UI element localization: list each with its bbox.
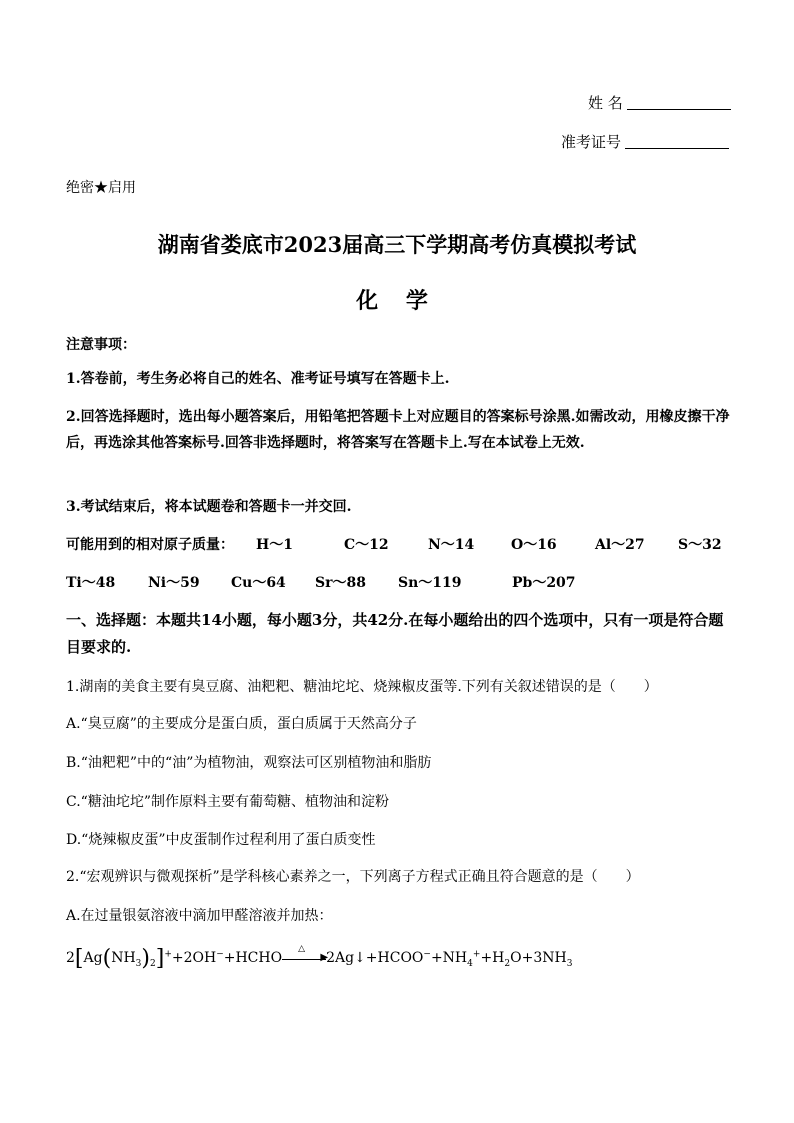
chemical-equation — [66, 943, 573, 971]
name-field — [588, 92, 731, 113]
eq-ammonium: +NH — [430, 950, 468, 966]
eq-right-paren: ) — [141, 946, 150, 971]
note-item-1: 1.答卷前，考生务必将自己的姓名、准考证号填写在答题卡上. — [66, 371, 450, 387]
eq-ligand: NH — [111, 950, 136, 966]
question-1-option-b: B.“油粑粑”中的“油”为植物油，观察法可区别植物油和脂肪 — [66, 755, 432, 771]
eq-ligand-subscript: 3 — [135, 958, 142, 969]
atomic-mass-sr: Sr～88 — [315, 575, 366, 591]
question-1-option-a: A.“臭豆腐”的主要成分是蛋白质，蛋白质属于天然高分子 — [66, 716, 417, 732]
eq-complex-charge: + — [164, 949, 172, 960]
eq-left-bracket: [ — [74, 946, 84, 971]
eq-water-sub: 2 — [504, 958, 511, 969]
atomic-mass-n: N～14 — [428, 537, 475, 553]
eq-products-silver-formate: 2Ag↓+HCOO — [326, 950, 424, 966]
heat-condition: △ — [298, 943, 305, 954]
eq-ammonia: O+3NH — [510, 950, 567, 966]
name-blank — [627, 95, 731, 110]
exam-id-blank — [625, 134, 729, 149]
secret-label: 绝密★启用 — [66, 180, 136, 196]
question-1-option-d: D.“烧辣椒皮蛋”中皮蛋制作过程利用了蛋白质变性 — [66, 832, 376, 848]
atomic-mass-al: Al～27 — [595, 537, 645, 553]
exam-title: 湖南省娄底市2023届高三下学期高考仿真模拟考试 — [157, 232, 637, 257]
notes-heading: 注意事项： — [66, 337, 136, 353]
eq-formaldehyde: +HCHO — [223, 950, 283, 966]
question-2-option-a: A.在过量银氨溶液中滴加甲醛溶液并加热： — [66, 908, 333, 924]
name-label: 姓 名 — [588, 94, 623, 112]
eq-left-paren: ( — [102, 946, 112, 971]
eq-formate-charge: − — [423, 949, 431, 960]
atomic-mass-sn: Sn～119 — [398, 575, 462, 591]
atomic-mass-ni: Ni～59 — [148, 575, 200, 591]
atomic-mass-label: 可能用到的相对原子质量： — [66, 537, 234, 553]
eq-ammonia-sub: 3 — [566, 958, 573, 969]
eq-ligand-count: 2 — [149, 958, 156, 969]
eq-ammonium-sub: 4 — [467, 958, 473, 969]
note-item-2: 2.回答选择题时，选出每小题答案后，用铅笔把答题卡上对应题目的答案标号涂黑.如需改动，用橡皮擦干净后，再选涂其他答案标号.回答非选择题时，将答案写在答题卡上.写在本试卷上无效. — [66, 409, 730, 451]
eq-hydroxide-charge: − — [216, 949, 224, 960]
atomic-mass-s: S～32 — [678, 537, 722, 553]
exam-id-label: 准考证号 — [561, 133, 622, 151]
eq-water-h: +H — [480, 950, 505, 966]
atomic-mass-pb: Pb～207 — [512, 575, 576, 591]
atomic-mass-ti: Ti～48 — [66, 575, 116, 591]
atomic-mass-h: H～1 — [256, 537, 293, 553]
eq-hydroxide: +2OH — [171, 950, 217, 966]
eq-right-bracket: ] — [155, 946, 165, 971]
atomic-mass-cu: Cu～64 — [231, 575, 286, 591]
question-1-option-c: C.“糖油坨坨”制作原料主要有葡萄糖、植物油和淀粉 — [66, 794, 389, 810]
subject-title: 化 学 — [356, 288, 438, 314]
exam-id-field — [561, 131, 729, 152]
reaction-arrow-icon: △ ▶ — [282, 957, 326, 960]
eq-metal: Ag — [83, 950, 103, 966]
section-heading: 一、选择题：本题共14小题，每小题3分，共42分.在每小题给出的四个选项中，只有一项是符合题目要求的. — [66, 611, 724, 656]
question-1-stem: 1.湖南的美食主要有臭豆腐、油粑粑、糖油坨坨、烧辣椒皮蛋等.下列有关叙述错误的是（ ） — [66, 679, 658, 695]
eq-coefficient: 2 — [66, 950, 75, 966]
eq-ammonium-charge: + — [472, 949, 481, 960]
atomic-mass-o: O～16 — [511, 537, 557, 553]
atomic-mass-c: C～12 — [344, 537, 389, 553]
note-item-3: 3.考试结束后，将本试题卷和答题卡一并交回. — [66, 499, 352, 515]
question-2-stem: 2.“宏观辨识与微观探析”是学科核心素养之一，下列离子方程式正确且符合题意的是（ ） — [66, 869, 640, 885]
